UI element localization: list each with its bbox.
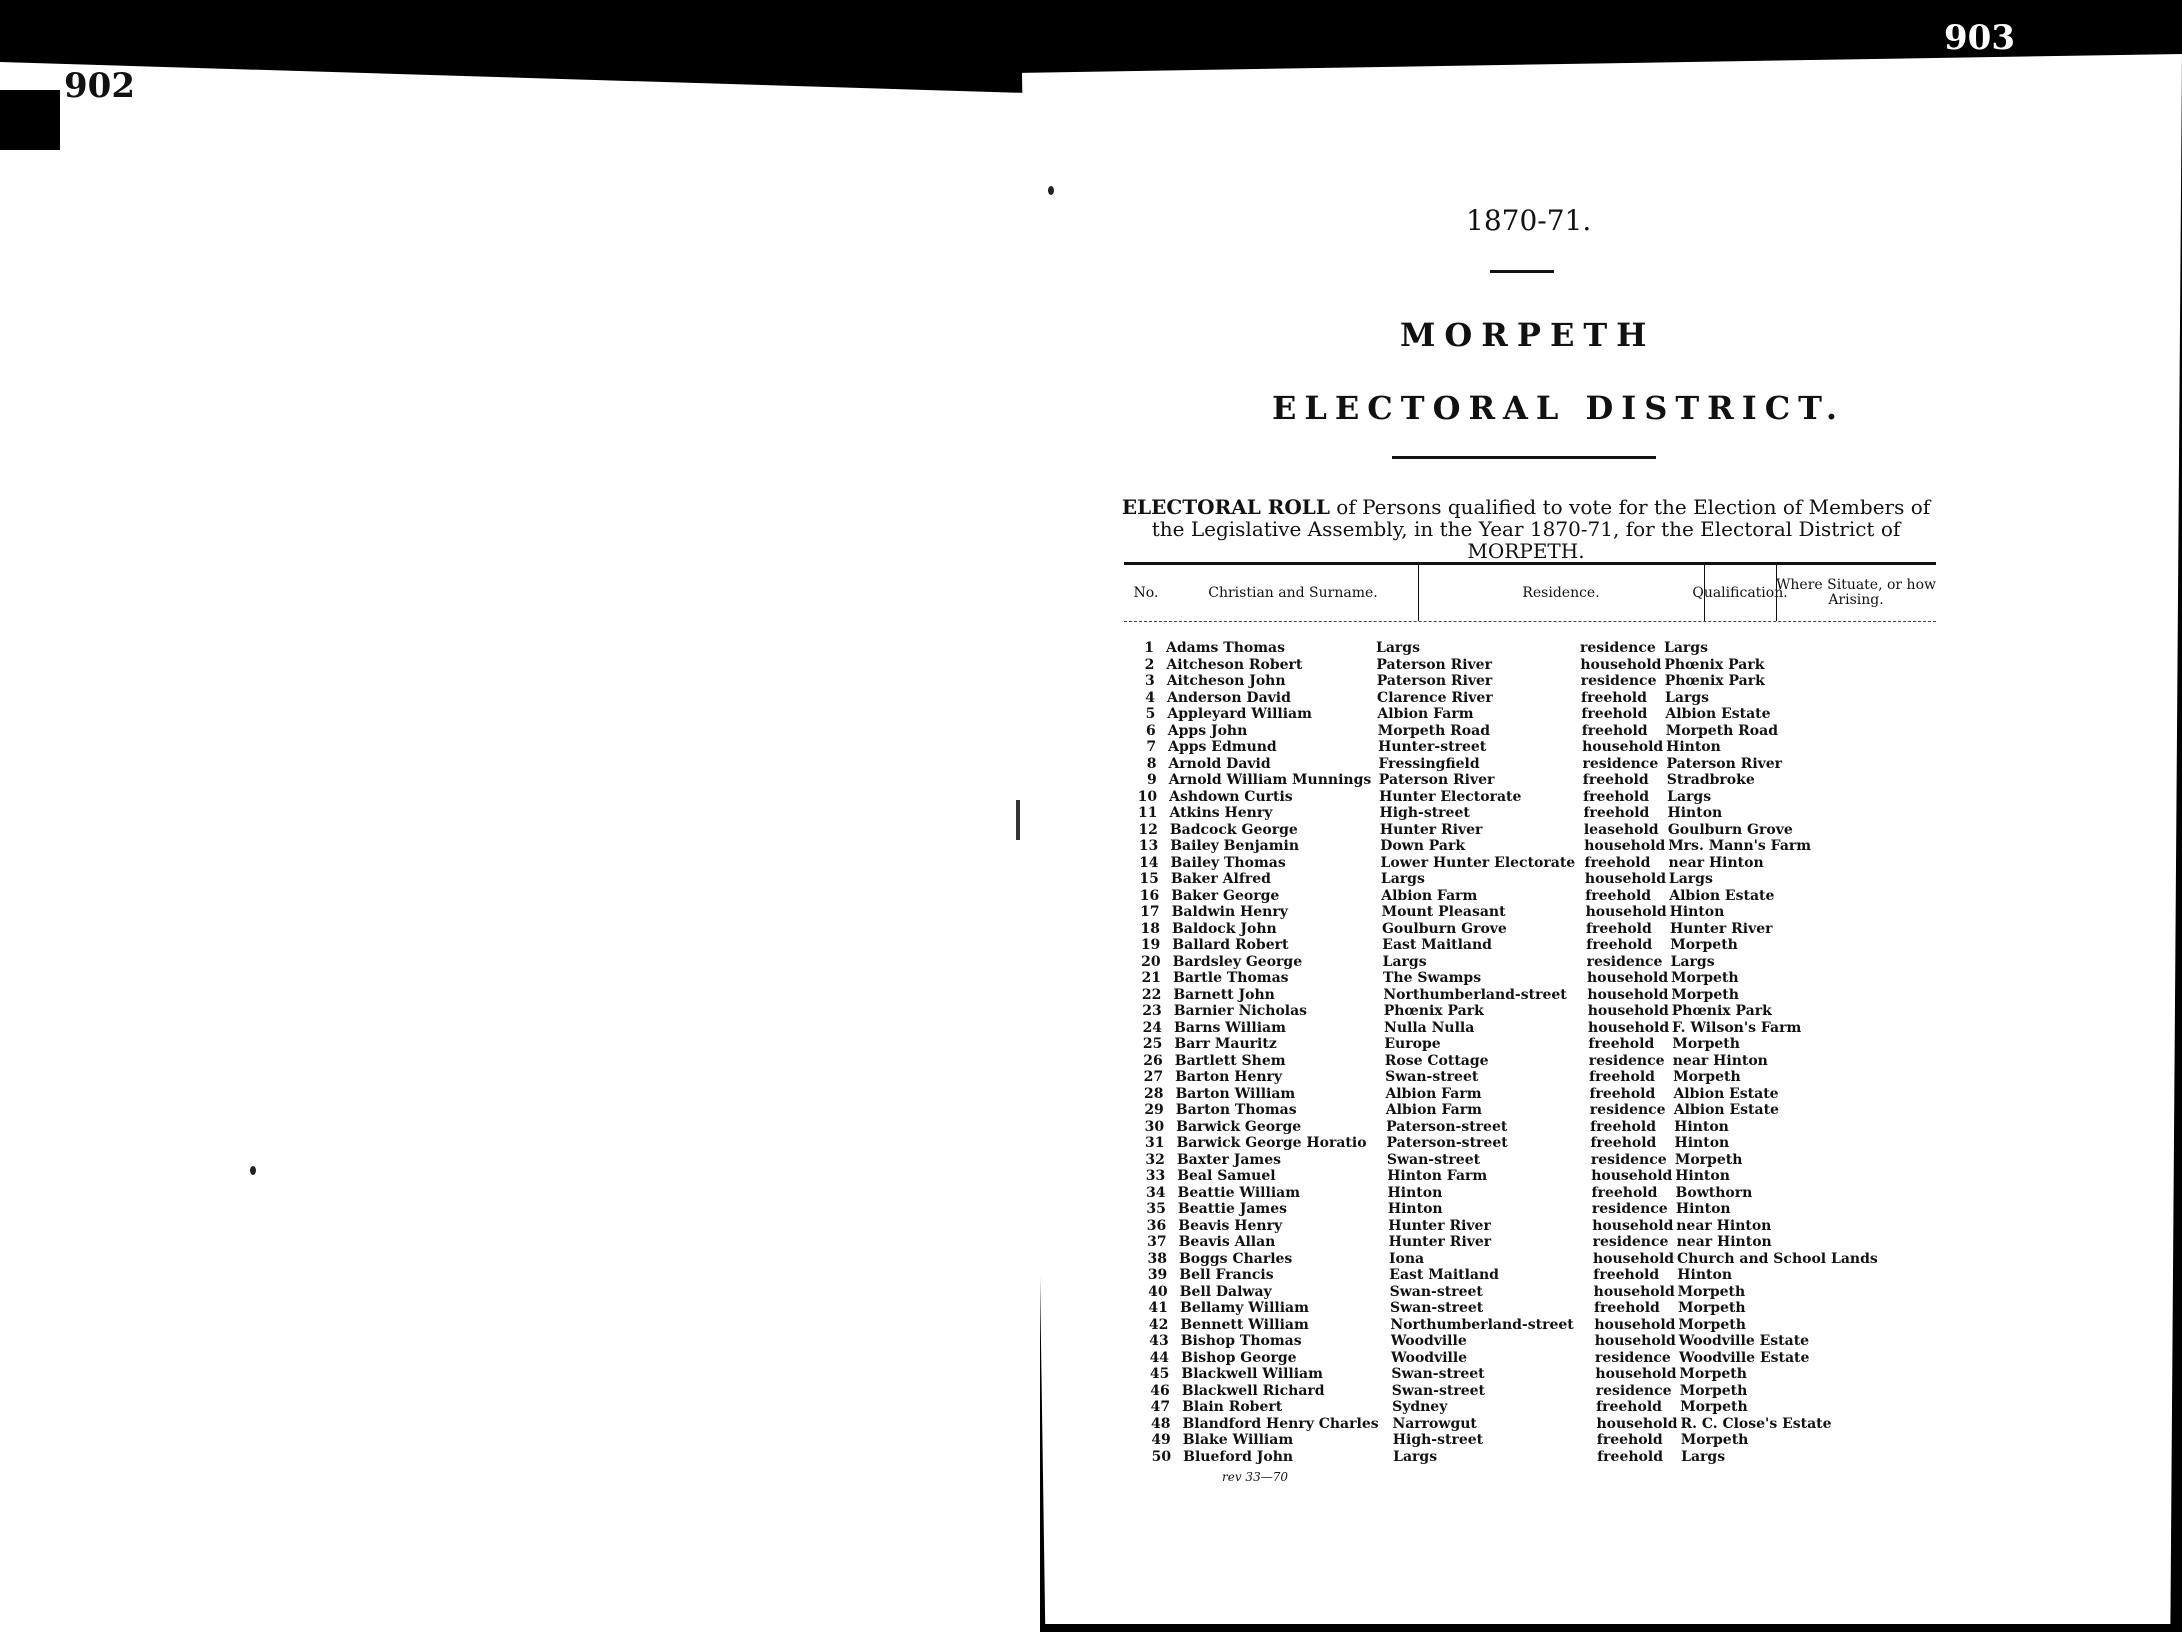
- voter-name: Adams Thomas: [1166, 640, 1285, 656]
- voter-qualification: household: [1585, 904, 1667, 920]
- voter-where-situate: Largs: [1681, 1448, 1726, 1465]
- voter-qualification: freehold: [1588, 1036, 1655, 1052]
- voter-qualification: freehold: [1583, 805, 1650, 821]
- voter-residence: Sydney: [1392, 1399, 1448, 1415]
- voter-name: Baker Alfred: [1170, 871, 1271, 887]
- voter-where-situate: Morpeth: [1677, 1283, 1746, 1300]
- voter-name: Bartle Thomas: [1173, 970, 1289, 986]
- voter-where-situate: Morpeth: [1670, 937, 1738, 953]
- voter-qualification: freehold: [1585, 920, 1652, 937]
- voter-residence: Down Park: [1380, 838, 1466, 854]
- voter-qualification: residence: [1580, 640, 1656, 656]
- voter-residence: Albion Farm: [1385, 1102, 1482, 1118]
- voter-residence: Largs: [1380, 871, 1425, 887]
- voter-residence: Swan-street: [1386, 1151, 1481, 1168]
- voter-name: Arnold David: [1168, 755, 1271, 772]
- voter-where-situate: Largs: [1668, 871, 1713, 887]
- voter-residence: Northumberland-street: [1390, 1316, 1574, 1333]
- voter-number: 9: [1147, 772, 1157, 788]
- voter-residence: Fressingfield: [1378, 755, 1480, 772]
- voter-where-situate: Hinton: [1669, 904, 1725, 920]
- voter-name: Bennett William: [1180, 1316, 1309, 1333]
- voter-number: 29: [1144, 1102, 1164, 1118]
- ink-spot: [250, 1166, 256, 1175]
- voter-number: 16: [1139, 887, 1160, 904]
- voter-number: 19: [1140, 937, 1161, 953]
- print-footnote: rev 33—70: [1222, 1470, 1288, 1484]
- voter-residence: Clarence River: [1377, 689, 1493, 706]
- voter-name: Ashdown Curtis: [1169, 788, 1293, 805]
- voter-qualification: residence: [1595, 1382, 1672, 1399]
- voter-name: Bell Francis: [1179, 1267, 1274, 1283]
- voter-residence: Largs: [1393, 1448, 1438, 1465]
- voter-qualification: residence: [1590, 1151, 1667, 1168]
- voter-where-situate: near Hinton: [1676, 1234, 1772, 1250]
- voter-name: Blueford John: [1183, 1448, 1294, 1465]
- voter-residence: Woodville: [1390, 1333, 1467, 1349]
- voter-name: Barnier Nicholas: [1173, 1003, 1308, 1019]
- voter-number: 14: [1139, 854, 1159, 871]
- voter-qualification: freehold: [1591, 1184, 1658, 1201]
- voter-number: 1: [1144, 640, 1154, 656]
- voter-name: Baldwin Henry: [1171, 904, 1288, 920]
- voter-where-situate: Morpeth: [1673, 1069, 1741, 1085]
- voter-where-situate: Morpeth Road: [1665, 722, 1779, 739]
- voter-where-situate: Morpeth: [1679, 1366, 1747, 1382]
- voter-name: Baker George: [1171, 887, 1280, 904]
- voter-number: 33: [1145, 1168, 1166, 1184]
- voter-qualification: household: [1584, 838, 1666, 854]
- intro-lead: ELECTORAL ROLL: [1121, 495, 1330, 519]
- voter-number: 45: [1149, 1366, 1170, 1382]
- voter-qualification: freehold: [1584, 854, 1651, 871]
- voter-name: Appleyard William: [1167, 706, 1312, 722]
- voter-number: 10: [1137, 788, 1158, 805]
- voter-residence: Hinton: [1387, 1184, 1443, 1201]
- voter-name: Barwick George Horatio: [1176, 1135, 1367, 1151]
- voter-qualification: freehold: [1583, 788, 1649, 805]
- col-header-name: Christian and Surname.: [1168, 565, 1419, 621]
- voter-number: 34: [1146, 1184, 1166, 1201]
- voter-where-situate: Morpeth: [1672, 1036, 1740, 1052]
- voter-residence: Northumberland-street: [1383, 986, 1567, 1003]
- voter-number: 15: [1139, 871, 1159, 887]
- voter-qualification: household: [1584, 871, 1666, 887]
- voter-qualification: freehold: [1593, 1267, 1660, 1283]
- voter-name: Apps Edmund: [1168, 739, 1277, 755]
- voter-where-situate: Morpeth: [1671, 970, 1739, 986]
- voter-where-situate: Phœnix Park: [1664, 656, 1765, 673]
- voter-residence: Paterson-street: [1386, 1135, 1508, 1151]
- voter-name: Bell Dalway: [1179, 1283, 1272, 1300]
- voter-residence: Hunter-street: [1378, 739, 1487, 755]
- voter-qualification: household: [1587, 1003, 1669, 1019]
- voter-qualification: household: [1591, 1168, 1673, 1184]
- district-subtitle: ELECTORAL DISTRICT.: [1272, 389, 1845, 427]
- voter-number: 48: [1150, 1415, 1171, 1432]
- voter-number: 46: [1150, 1382, 1170, 1399]
- voter-where-situate: Hinton: [1677, 1267, 1733, 1283]
- voter-name: Beavis Henry: [1178, 1217, 1283, 1234]
- voter-where-situate: Woodville Estate: [1679, 1349, 1810, 1366]
- voter-name: Bishop Thomas: [1180, 1333, 1302, 1349]
- voter-qualification: freehold: [1589, 1069, 1655, 1085]
- voter-residence: Iona: [1388, 1250, 1425, 1267]
- voter-name: Blandford Henry Charles: [1182, 1415, 1379, 1432]
- voter-where-situate: Morpeth: [1674, 1151, 1743, 1168]
- voter-where-situate: Hinton: [1666, 739, 1721, 755]
- voter-number: 23: [1142, 1003, 1162, 1019]
- voter-qualification: household: [1587, 970, 1669, 986]
- col-header-no: No.: [1133, 584, 1159, 601]
- voter-residence: Paterson River: [1376, 673, 1493, 689]
- voter-qualification: household: [1594, 1333, 1676, 1349]
- voter-name: Barton William: [1175, 1085, 1296, 1102]
- voter-name: Bailey Benjamin: [1170, 838, 1300, 854]
- voter-qualification: freehold: [1590, 1135, 1657, 1151]
- voter-qualification: household: [1593, 1283, 1675, 1300]
- voter-number: 28: [1143, 1085, 1164, 1102]
- left-page: [0, 62, 1040, 1632]
- voter-where-situate: R. C. Close's Estate: [1680, 1415, 1832, 1432]
- voter-where-situate: Morpeth: [1671, 986, 1739, 1003]
- voter-number: 49: [1151, 1432, 1171, 1448]
- voter-name: Bailey Thomas: [1170, 854, 1286, 871]
- col-header-where: Where Situate, or how Arising.: [1776, 577, 1936, 608]
- voter-where-situate: Woodville Estate: [1678, 1333, 1810, 1349]
- voter-qualification: freehold: [1581, 689, 1647, 706]
- voter-residence: Albion Farm: [1377, 706, 1474, 722]
- voter-number: 24: [1142, 1019, 1163, 1036]
- voter-number: 35: [1146, 1201, 1166, 1217]
- voter-where-situate: Paterson River: [1666, 755, 1783, 772]
- voter-name: Beattie James: [1177, 1201, 1288, 1217]
- divider-rule: [1490, 270, 1554, 273]
- voter-name: Aitcheson Robert: [1166, 656, 1303, 673]
- voter-name: Baxter James: [1176, 1151, 1282, 1168]
- voter-where-situate: Largs: [1670, 953, 1715, 970]
- voter-number: 30: [1144, 1118, 1165, 1135]
- voter-residence: High-street: [1392, 1432, 1484, 1448]
- voter-name: Barnett John: [1173, 986, 1275, 1003]
- voter-number: 44: [1149, 1349, 1170, 1366]
- voter-name: Blain Robert: [1182, 1399, 1283, 1415]
- col-header-residence: Residence.: [1418, 565, 1705, 621]
- voter-name: Anderson David: [1167, 689, 1291, 706]
- voter-name: Aitcheson John: [1166, 673, 1286, 689]
- voter-qualification: household: [1592, 1217, 1674, 1234]
- voter-residence: Lower Hunter Electorate: [1380, 854, 1576, 871]
- voter-residence: Paterson River: [1376, 656, 1492, 673]
- voter-number: 37: [1147, 1234, 1167, 1250]
- voter-number: 3: [1144, 673, 1155, 689]
- voter-residence: Paterson-street: [1386, 1118, 1508, 1135]
- voter-number: 39: [1147, 1267, 1168, 1283]
- voter-name: Baldock John: [1171, 920, 1277, 937]
- voter-number: 4: [1145, 689, 1156, 706]
- voter-name: Barns William: [1174, 1019, 1286, 1036]
- voter-name: Ballard Robert: [1172, 937, 1289, 953]
- voter-where-situate: Hunter River: [1669, 920, 1773, 937]
- voter-qualification: residence: [1589, 1102, 1666, 1118]
- voter-name: Barton Thomas: [1175, 1102, 1297, 1118]
- voter-number: 6: [1146, 722, 1156, 739]
- voter-number: 36: [1146, 1217, 1167, 1234]
- voter-qualification: household: [1580, 656, 1662, 673]
- voter-qualification: residence: [1582, 755, 1659, 772]
- voter-residence: Albion Farm: [1381, 887, 1478, 904]
- voter-number: 40: [1148, 1283, 1168, 1300]
- voter-name: Badcock George: [1169, 821, 1298, 838]
- voter-residence: Hunter River: [1388, 1234, 1492, 1250]
- voter-qualification: household: [1587, 986, 1669, 1003]
- voter-residence: Albion Farm: [1385, 1085, 1482, 1102]
- page-corner-shadow: [0, 90, 60, 150]
- voter-number: 31: [1145, 1135, 1165, 1151]
- voter-qualification: freehold: [1589, 1085, 1656, 1102]
- voter-name: Bellamy William: [1180, 1300, 1309, 1316]
- table-header: [1124, 562, 1936, 622]
- voter-number: 21: [1141, 970, 1161, 986]
- voter-where-situate: Albion Estate: [1665, 706, 1771, 722]
- voter-residence: Europe: [1384, 1036, 1441, 1052]
- voter-number: 47: [1150, 1399, 1171, 1415]
- voter-number: 42: [1148, 1316, 1169, 1333]
- voter-residence: Paterson River: [1378, 772, 1495, 788]
- voter-name: Arnold William Munnings: [1168, 772, 1372, 788]
- voter-residence: East Maitland: [1389, 1267, 1499, 1283]
- voter-residence: Hinton Farm: [1387, 1168, 1488, 1184]
- voter-residence: Swan-street: [1391, 1366, 1485, 1382]
- voter-qualification: household: [1596, 1415, 1678, 1432]
- voter-qualification: leasehold: [1583, 821, 1659, 838]
- voter-qualification: freehold: [1582, 772, 1649, 788]
- voter-number: 11: [1138, 805, 1158, 821]
- voter-where-situate: Church and School Lands: [1676, 1250, 1878, 1267]
- voter-number: 43: [1149, 1333, 1169, 1349]
- voter-qualification: freehold: [1581, 706, 1648, 722]
- voter-name: Atkins Henry: [1169, 805, 1273, 821]
- voter-qualification: freehold: [1586, 937, 1653, 953]
- voter-where-situate: Largs: [1664, 640, 1708, 656]
- voter-qualification: freehold: [1590, 1118, 1656, 1135]
- voter-where-situate: Morpeth: [1678, 1316, 1746, 1333]
- voter-where-situate: Morpeth: [1680, 1432, 1749, 1448]
- voter-number: 2: [1144, 656, 1155, 673]
- voter-where-situate: Hinton: [1675, 1168, 1730, 1184]
- voter-name: Blackwell William: [1181, 1366, 1323, 1382]
- voter-name: Bishop George: [1181, 1349, 1297, 1366]
- voter-residence: Hunter River: [1379, 821, 1483, 838]
- district-title: MORPETH: [1400, 316, 1656, 354]
- voter-number: 8: [1146, 755, 1157, 772]
- divider-rule: [1392, 456, 1656, 459]
- voter-where-situate: Bowthorn: [1675, 1184, 1753, 1201]
- voter-number: 13: [1138, 838, 1159, 854]
- voter-name: Beavis Allan: [1178, 1234, 1276, 1250]
- voter-where-situate: Hinton: [1667, 805, 1723, 821]
- voter-qualification: residence: [1586, 953, 1663, 970]
- voter-qualification: freehold: [1597, 1448, 1663, 1465]
- voter-qualification: residence: [1588, 1052, 1665, 1069]
- voter-residence: East Maitland: [1382, 937, 1492, 953]
- voter-where-situate: Hinton: [1674, 1135, 1730, 1151]
- voter-where-situate: Largs: [1665, 689, 1710, 706]
- voter-residence: Swan-street: [1389, 1283, 1483, 1300]
- voter-residence: Swan-street: [1385, 1069, 1479, 1085]
- roll-intro: [1112, 496, 1940, 562]
- voter-residence: Morpeth Road: [1377, 722, 1491, 739]
- voter-where-situate: Hinton: [1674, 1118, 1729, 1135]
- voter-name: Boggs Charles: [1178, 1250, 1293, 1267]
- voter-name: Blackwell Richard: [1181, 1382, 1325, 1399]
- voter-residence: Largs: [1376, 640, 1420, 656]
- voter-number: 25: [1142, 1036, 1163, 1052]
- voter-where-situate: Stradbroke: [1666, 772, 1755, 788]
- voter-qualification: freehold: [1581, 722, 1648, 739]
- voter-where-situate: Phœnix Park: [1671, 1003, 1772, 1019]
- voter-where-situate: near Hinton: [1672, 1052, 1768, 1069]
- voter-where-situate: Morpeth: [1678, 1300, 1746, 1316]
- voter-name: Bartlett Shem: [1174, 1052, 1286, 1069]
- page-fold: [1016, 800, 1020, 840]
- voter-name: Blake William: [1182, 1432, 1294, 1448]
- voter-residence: Swan-street: [1391, 1382, 1485, 1399]
- voter-where-situate: Morpeth: [1679, 1382, 1748, 1399]
- voter-name: Barr Mauritz: [1174, 1036, 1277, 1052]
- voter-number: 7: [1146, 739, 1157, 755]
- voter-residence: Nulla Nulla: [1384, 1019, 1475, 1036]
- voter-qualification: residence: [1592, 1234, 1669, 1250]
- voter-residence: Mount Pleasant: [1381, 904, 1506, 920]
- voter-residence: Swan-street: [1390, 1300, 1484, 1316]
- voter-name: Barton Henry: [1175, 1069, 1283, 1085]
- voter-qualification: residence: [1580, 673, 1657, 689]
- voter-where-situate: Mrs. Mann's Farm: [1668, 838, 1812, 854]
- voter-name: Apps John: [1167, 722, 1248, 739]
- voter-name: Barwick George: [1176, 1118, 1302, 1135]
- voter-where-situate: Morpeth: [1680, 1399, 1748, 1415]
- voter-where-situate: Hinton: [1675, 1201, 1731, 1217]
- voter-where-situate: near Hinton: [1668, 854, 1764, 871]
- voter-qualification: freehold: [1594, 1300, 1660, 1316]
- left-page-number: 902: [64, 66, 135, 106]
- voter-number: 27: [1143, 1069, 1164, 1085]
- voter-number: 17: [1140, 904, 1160, 920]
- voter-where-situate: Albion Estate: [1669, 887, 1775, 904]
- voter-where-situate: Goulburn Grove: [1667, 821, 1793, 838]
- voter-qualification: freehold: [1596, 1432, 1663, 1448]
- voter-number: 32: [1145, 1151, 1165, 1168]
- voter-number: 5: [1145, 706, 1156, 722]
- voter-residence: The Swamps: [1383, 970, 1482, 986]
- voter-number: 12: [1138, 821, 1158, 838]
- voter-where-situate: Largs: [1667, 788, 1712, 805]
- voter-name: Beal Samuel: [1177, 1168, 1276, 1184]
- voter-qualification: freehold: [1596, 1399, 1662, 1415]
- voter-where-situate: near Hinton: [1676, 1217, 1772, 1234]
- voter-qualification: household: [1595, 1366, 1677, 1382]
- roll-year: 1870-71.: [1466, 204, 1592, 237]
- voter-residence: Goulburn Grove: [1381, 920, 1507, 937]
- voter-qualification: household: [1588, 1019, 1670, 1036]
- voter-residence: Hinton: [1387, 1201, 1443, 1217]
- voter-qualification: residence: [1595, 1349, 1671, 1366]
- voter-residence: High-street: [1379, 805, 1470, 821]
- col-header-qualification: Qualification.: [1704, 565, 1777, 621]
- voter-qualification: household: [1592, 1250, 1675, 1267]
- voter-where-situate: Albion Estate: [1673, 1085, 1779, 1102]
- voter-residence: Phœnix Park: [1383, 1003, 1484, 1019]
- voter-residence: Narrowgut: [1392, 1415, 1477, 1432]
- voter-number: 26: [1143, 1052, 1163, 1069]
- voter-number: 18: [1140, 920, 1160, 937]
- voter-residence: Woodville: [1391, 1349, 1468, 1366]
- voter-qualification: household: [1594, 1316, 1676, 1333]
- voter-number: 38: [1147, 1250, 1167, 1267]
- intro-text: of Persons qualified to vote for the Election of Members of the Legislative Assembly, in the Year 1870-71, for the Electoral District of MORPETH.: [1151, 495, 1931, 563]
- voter-number: 20: [1141, 953, 1161, 970]
- voter-residence: Largs: [1382, 953, 1427, 970]
- voter-qualification: residence: [1591, 1201, 1668, 1217]
- voter-qualification: household: [1582, 739, 1664, 755]
- voter-where-situate: F. Wilson's Farm: [1672, 1019, 1802, 1036]
- voter-residence: Hunter Electorate: [1379, 788, 1522, 805]
- voter-where-situate: Albion Estate: [1673, 1102, 1779, 1118]
- voter-number: 22: [1141, 986, 1162, 1003]
- right-page-number: 903: [1944, 18, 2015, 58]
- voter-qualification: freehold: [1585, 887, 1652, 904]
- voter-number: 50: [1151, 1448, 1172, 1465]
- voter-residence: Rose Cottage: [1384, 1052, 1489, 1069]
- voter-residence: Hunter River: [1388, 1217, 1491, 1234]
- voter-name: Beattie William: [1177, 1184, 1301, 1201]
- ink-spot: [1048, 186, 1054, 195]
- voter-number: 41: [1148, 1300, 1168, 1316]
- voter-where-situate: Phœnix Park: [1664, 673, 1765, 689]
- voter-name: Bardsley George: [1172, 953, 1303, 970]
